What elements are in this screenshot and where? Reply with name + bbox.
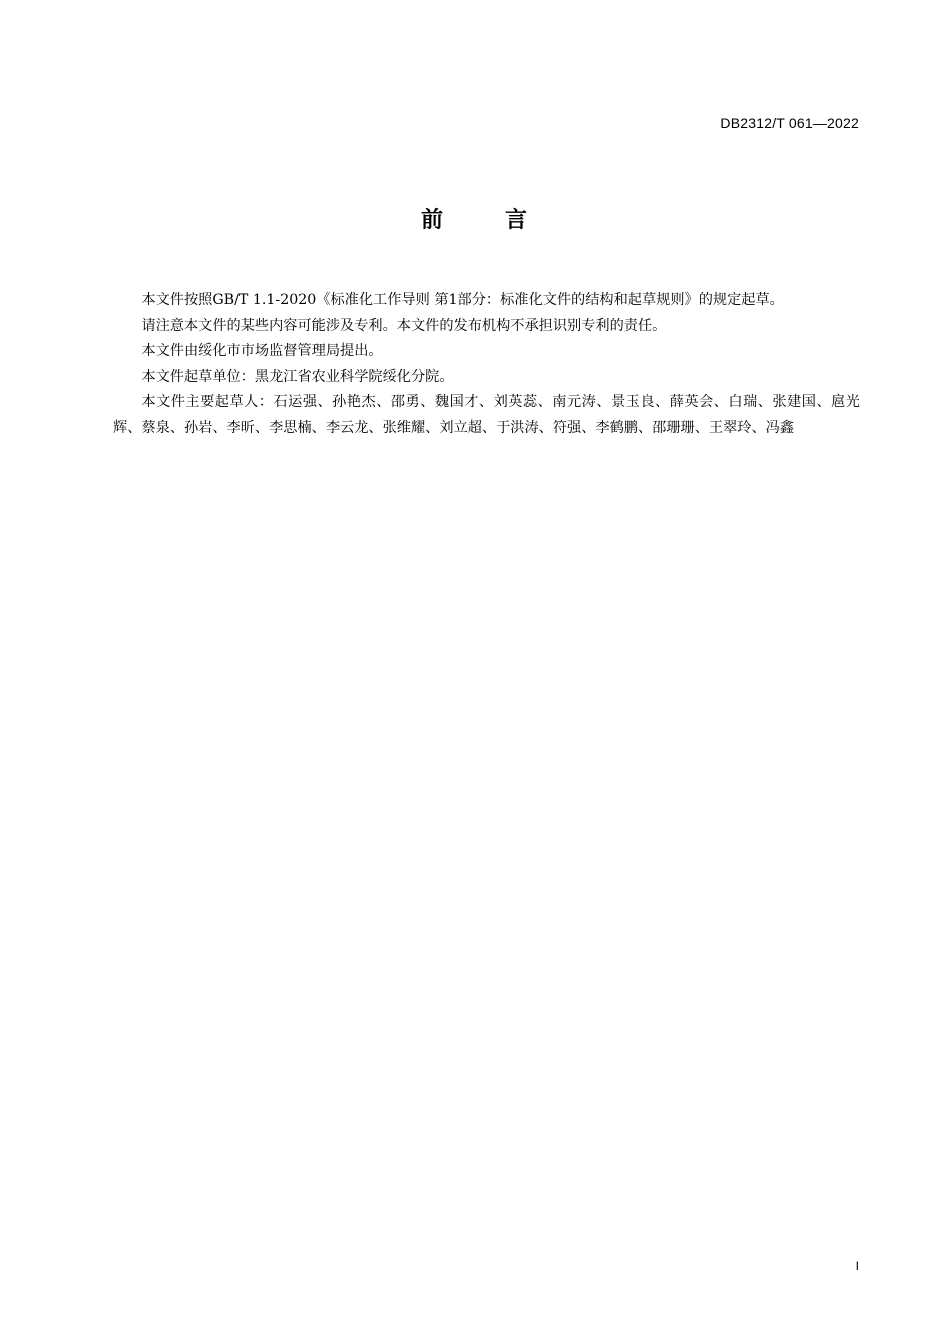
- paragraph-patent-notice: 请注意本文件的某些内容可能涉及专利。本文件的发布机构不承担识别专利的责任。: [141, 317, 667, 334]
- page-number: I: [855, 1259, 859, 1273]
- document-code: DB2312/T 061—2022: [720, 115, 859, 131]
- paragraph-standard-basis: 本文件按照GB/T 1.1-2020《标准化工作导则 第1部分：标准化文件的结构和起草规则》的规定起草。: [141, 292, 784, 308]
- paragraph-drafting-unit: 本文件起草单位：黑龙江省农业科学院绥化分院。: [141, 368, 454, 385]
- title-char-2: 言: [505, 208, 530, 233]
- foreword-body: [113, 288, 860, 441]
- paragraph-drafters: 本文件主要起草人：石运强、孙艳杰、邵勇、魏国才、刘英蕊、南元涛、景玉良、薛英会、白瑞、张建国、扈光辉、蔡泉、孙岩、李昕、李思楠、李云龙、张维耀、刘立超、于洪涛、符强、李鹤鹏、邵珊珊、王翠玲、冯鑫: [113, 394, 860, 436]
- paragraph-proposer: 本文件由绥化市市场监督管理局提出。: [141, 343, 383, 359]
- page-title: [0, 203, 950, 234]
- title-char-1: 前: [420, 208, 445, 233]
